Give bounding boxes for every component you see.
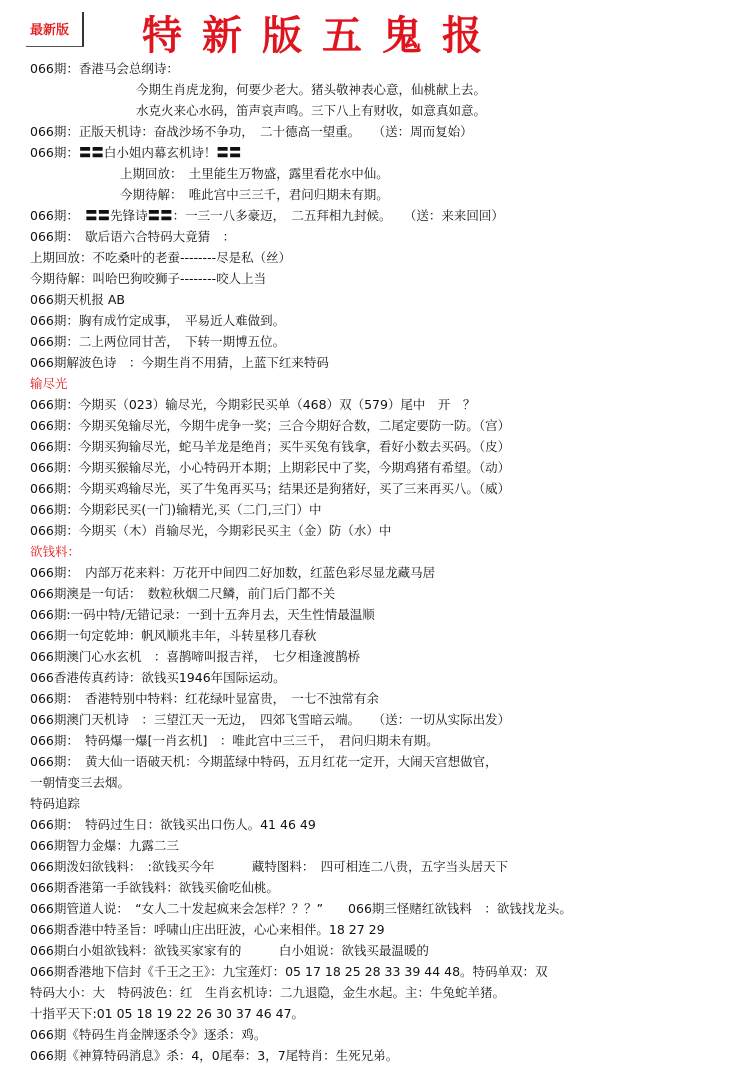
text-line: 066期澳门心水玄机 ：喜鹊啼叫报吉祥， 七夕相逢渡鹊桥 <box>30 649 361 664</box>
text-line: 066期：今期买（023）输尽光，今期彩民买单（468）双（579）尾中 开 ？ <box>30 397 476 412</box>
text-line: 066期： 歇后语六合特码大竟猜 ： <box>30 229 236 244</box>
text-line: 066期《神算特码消息》杀：4，0尾奉：3，7尾特肖：生死兄弟。 <box>30 1048 399 1063</box>
text-line: 一朝情变三去烟。 <box>30 775 131 790</box>
text-line: 今期待解： 唯此宫中三三千，君问归期未有期。 <box>120 187 389 202</box>
text-line: 066期：正版天机诗：奋战沙场不争功， 二十德高一望重。 （送：周而复始） <box>30 124 473 139</box>
text-line: 066期：香港马会总纲诗： <box>30 61 179 76</box>
text-line: 066期白小姐欲钱料：欲钱买家家有的 白小姐说：欲钱买最温暖的 <box>30 943 429 958</box>
section-heading: 输尽光 <box>30 376 68 391</box>
page-title: 特新版五鬼报 <box>142 12 502 59</box>
badge-label: 最新版 <box>30 23 70 38</box>
text-line: 066期澳门天机诗 ：三望江天一无边， 四郊飞雪暗云端。 （送：一切从实际出发） <box>30 712 511 727</box>
text-line: 066香港传真药诗：欲钱买1946年国际运动。 <box>30 670 286 685</box>
text-line: 066期:一码中特/无错记录：一到十五奔月去，天生性情最温顺 <box>30 607 375 622</box>
text-line: 066期： 香港特别中特料：红花绿叶显富贵， 一七不浊常有余 <box>30 691 379 706</box>
text-line: 066期天机报 AB <box>30 292 125 307</box>
text-line: 066期智力金爆：九露二三 <box>30 838 179 853</box>
text-line: 今期待解：叫哈巴狗咬狮子--------咬人上当 <box>30 271 267 286</box>
text-line: 066期香港地下信封《千王之王》：九宝莲灯：05 17 18 25 28 33 39 44 48。特码单双：双 <box>30 964 548 979</box>
text-line: 066期一句定乾坤：帆风顺兆丰年，斗转星移几春秋 <box>30 628 317 643</box>
text-line: 066期： 〓〓先锋诗〓〓：一三一八多豪迈， 二五拜相九封候。 （送：来来回回） <box>30 208 504 223</box>
text-line: 066期：〓〓白小姐内幕玄机诗！〓〓 <box>30 145 242 160</box>
new-edition-badge <box>26 12 84 47</box>
text-line: 066期： 特码过生日：欲钱买出口伤人。41 46 49 <box>30 817 316 832</box>
text-line: 066期解波色诗 ：今期生肖不用猜，上蓝下红来特码 <box>30 355 329 370</box>
text-line: 今期生肖虎龙狗，何要少老大。猪头敬神表心意，仙桃献上去。 <box>136 82 487 97</box>
text-line: 066期： 内部万花来料：万花开中间四二好加数，红蓝色彩尽显龙藏马居 <box>30 565 436 580</box>
text-line: 066期管道人说： “女人二十发起疯来会怎样？？？” 066期三怪赌红欲钱料 ：欲钱找龙头。 <box>30 901 572 916</box>
text-line: 066期：今期买兔输尽光，今期牛虎争一奖；三合今期好合数，二尾定要防一防。（宫） <box>30 418 511 433</box>
text-line: 水克火来心水码，笛声哀声鸣。三下八上有财收，如意真如意。 <box>136 103 487 118</box>
text-line: 066期香港中特圣旨：呼啸山庄出旺波，心心来相伴。18 27 29 <box>30 922 385 937</box>
text-line: 066期：二上两位同甘苦， 下转一期博五位。 <box>30 334 286 349</box>
text-line: 066期香港第一手欲钱料：欲钱买偷吃仙桃。 <box>30 880 279 895</box>
text-line: 066期： 特码爆一爆[一肖玄机] ：唯此宫中三三千， 君问归期未有期。 <box>30 733 439 748</box>
text-line: 066期：今期买猴输尽光，小心特码开本期；上期彩民中了奖，今期鸡猪有希望。（动） <box>30 460 511 475</box>
text-line: 上期回放：不吃桑叶的老蚕--------尽是私（丝） <box>30 250 292 265</box>
text-line: 十指平天下:01 05 18 19 22 26 30 37 46 47。 <box>30 1006 305 1021</box>
text-line: 066期：今期彩民买(一门)输精光,买（二门,三门）中 <box>30 502 322 517</box>
text-line: 066期： 黄大仙一语破天机：今期蓝绿中特码，五月红花一定开，大闹天宫想做官， <box>30 754 498 769</box>
header <box>0 0 743 58</box>
text-line: 066期：今期买（木）肖输尽光，今期彩民买主（金）防（水）中 <box>30 523 392 538</box>
text-line: 特码追踪 <box>30 796 81 811</box>
text-line: 066期：今期买狗输尽光，蛇马羊龙是绝肖；买牛买兔有钱拿，看好小数去买码。（皮） <box>30 439 511 454</box>
text-line: 066期《特码生肖金牌逐杀令》逐杀：鸡。 <box>30 1027 267 1042</box>
section-heading: 欲钱料： <box>30 544 81 559</box>
text-line: 066期：今期买鸡输尽光，买了牛兔再买马；结果还是狗猪好，买了三来再买八。（威） <box>30 481 511 496</box>
text-line: 066期：胸有成竹定成事， 平易近人难做到。 <box>30 313 286 328</box>
text-line: 066期澳是一句话： 数粒秋烟二尺鳞，前门后门都不关 <box>30 586 336 601</box>
text-line: 特码大小：大 特码波色：红 生肖玄机诗：二九退隐，金生水起。主：牛兔蛇羊猪。 <box>30 985 506 1000</box>
text-line: 066期泼妇欲钱料： :欲钱买今年 藏特图料： 四可相连二八贵，五字当头居天下 <box>30 859 509 874</box>
text-line: 上期回放： 土里能生万物盛，露里看花水中仙。 <box>120 166 389 181</box>
